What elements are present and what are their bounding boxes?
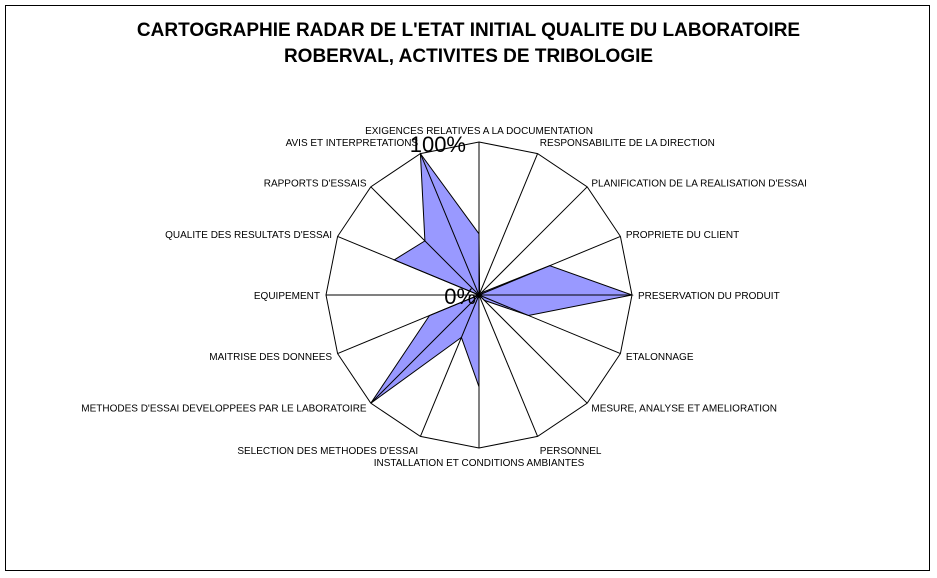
axis-label: PERSONNEL bbox=[539, 445, 602, 457]
tick-label-max: 100% bbox=[409, 132, 466, 157]
axis-label: EQUIPEMENT bbox=[253, 291, 320, 302]
axis-label: PLANIFICATION DE LA REALISATION D'ESSAI bbox=[591, 178, 807, 190]
axis-label: ETALONNAGE bbox=[625, 351, 694, 363]
axis-label: AVIS ET INTERPRETATIONS bbox=[285, 138, 419, 150]
axis-label: METHODES D'ESSAI DEVELOPPEES PAR LE LABORATOIRE bbox=[81, 403, 367, 415]
axis-label: QUALITE DES RESULTATS D'ESSAI bbox=[165, 230, 333, 242]
axis-label: INSTALLATION ET CONDITIONS AMBIANTES bbox=[373, 458, 585, 469]
axis-label: PRESERVATION DU PRODUIT bbox=[638, 291, 780, 302]
axis-label: SELECTION DES METHODES D'ESSAI bbox=[237, 445, 419, 457]
tick-label-min: 0% bbox=[444, 284, 476, 309]
axis-label: EXIGENCES RELATIVES A LA DOCUMENTATION bbox=[365, 126, 593, 137]
radar-spokes bbox=[326, 142, 632, 448]
chart-title-line-2: ROBERVAL, ACTIVITES DE TRIBOLOGIE bbox=[283, 46, 654, 67]
axis-label: MESURE, ANALYSE ET AMELIORATION bbox=[591, 403, 778, 415]
axis-label: RESPONSABILITE DE LA DIRECTION bbox=[539, 138, 715, 150]
axis-label: PROPRIETE DU CLIENT bbox=[625, 230, 740, 242]
axis-label: MAITRISE DES DONNEES bbox=[209, 351, 333, 363]
chart-title-line-1: CARTOGRAPHIE RADAR DE L'ETAT INITIAL QUALITE DU LABORATOIRE bbox=[136, 20, 801, 41]
axis-label: RAPPORTS D'ESSAIS bbox=[263, 178, 367, 190]
